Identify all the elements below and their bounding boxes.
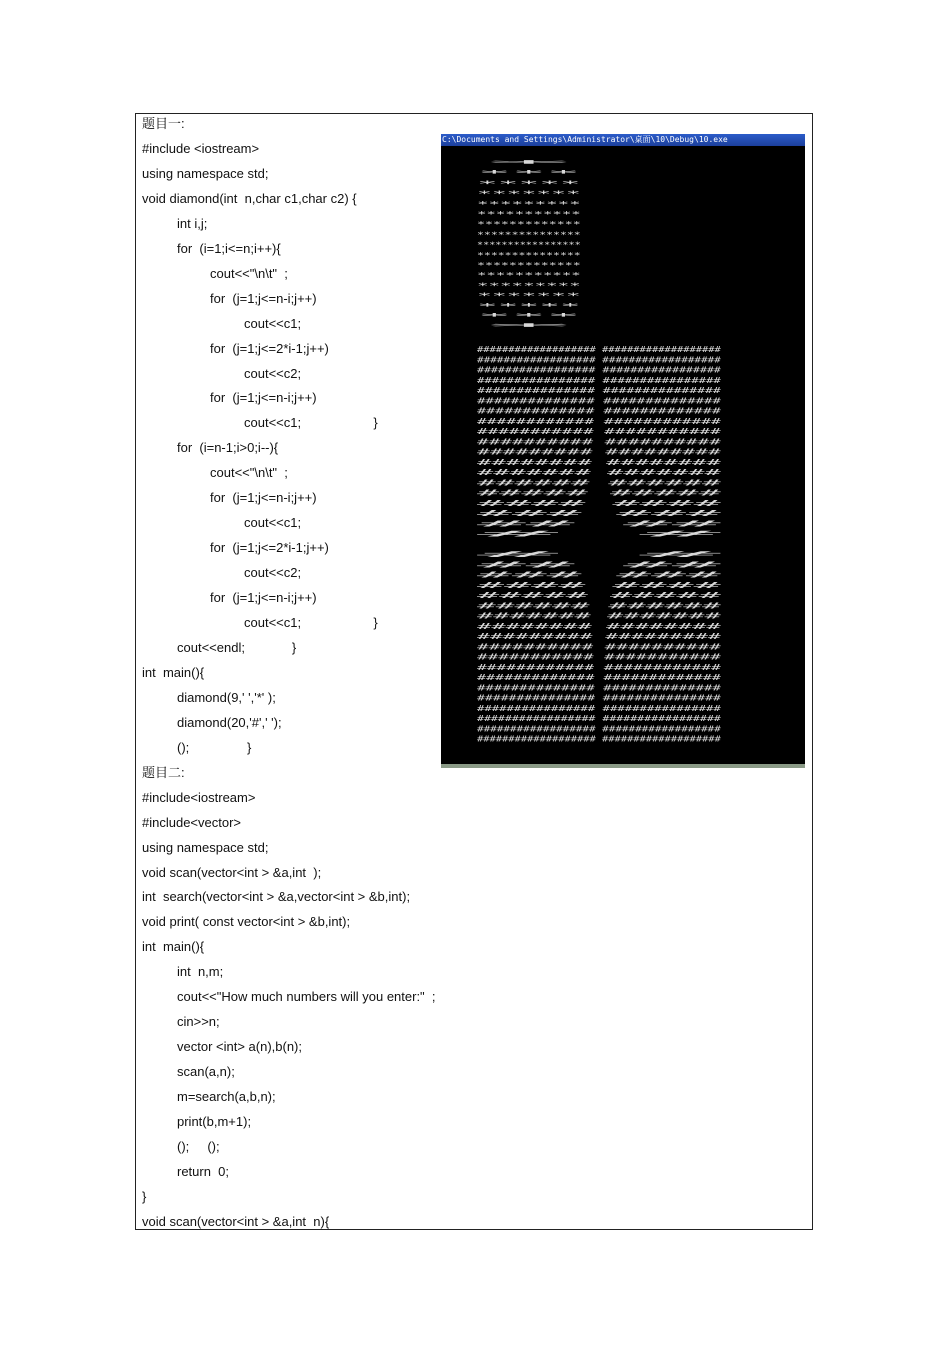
code-line: void diamond(int n,char c1,char c2) { [142, 190, 357, 206]
console-output-row: ************* [477, 261, 581, 270]
code-line: cout<<"How much numbers will you enter:" ; [177, 989, 436, 1005]
console-output-row: ### ### [477, 509, 723, 518]
code-line: diamond(20,'#',' '); [177, 714, 282, 730]
console-output-row: ####### ####### [477, 611, 722, 621]
console-output-row: ################# ################# [477, 365, 722, 375]
code-line: #include <iostream> [142, 140, 260, 156]
console-output-row: ############### ############### [477, 693, 722, 703]
console-output-row: *********** [477, 271, 582, 281]
console-output-row: ############# ############# [477, 406, 722, 416]
console-output-row: ############ ############ [477, 416, 722, 426]
code-line: int search(vector<int > &a,vector<int > &b,int); [142, 889, 411, 905]
code-line: vector <int> a(n),b(n); [177, 1039, 302, 1055]
code-line: print(b,m+1); [177, 1114, 252, 1129]
console-output-row: ########### ########### [477, 427, 722, 436]
code-line: for (j=1;j<=2*i-1;j++) [210, 540, 329, 556]
console-output-row: ############## ############## [477, 396, 722, 406]
code-line: for (j=1;j<=n-i;j++) [210, 490, 317, 506]
console-output-row: ##### ##### [477, 488, 722, 498]
code-line: #include<iostream> [142, 789, 256, 805]
code-line: int main(){ [142, 939, 205, 955]
console-output-row: ################## ################## [477, 355, 721, 365]
console-output-row: *** [477, 169, 582, 179]
code-line: cout<<c1; [244, 515, 302, 531]
console-output-row: ################ ################ [477, 703, 722, 713]
code-line: void print( const vector<int > &b,int); [142, 914, 351, 930]
console-output-row: *************** [477, 230, 581, 240]
code-line: cin>>n; [177, 1014, 220, 1030]
console-output-row: ************* [477, 220, 581, 230]
code-line: m=search(a,b,n); [177, 1089, 276, 1105]
console-output-row: *************** [477, 250, 581, 260]
console-output-row: ***** [477, 301, 582, 311]
code-line: return 0; [177, 1163, 230, 1179]
console-output-row: ################## ################## [477, 724, 721, 734]
console-output-row: * [477, 159, 585, 168]
code-line: for (j=1;j<=2*i-1;j++) [210, 340, 329, 356]
code-line: cout<<"\n\t" ; [210, 265, 288, 281]
code-line: cout<<c2; [244, 565, 302, 581]
code-line: } [142, 1188, 147, 1204]
code-line: using namespace std; [142, 165, 269, 181]
code-line: using namespace std; [142, 839, 269, 855]
console-output-row: ######## ######## [477, 621, 722, 631]
console-screenshot [441, 134, 805, 768]
code-line: int i,j; [177, 215, 208, 231]
console-output [441, 146, 805, 764]
console-output-row: ################# ################# [477, 714, 722, 723]
console-output-row: #### #### [477, 498, 722, 508]
console-output-row: # # [477, 529, 724, 539]
console-output-row: ######### ######### [477, 632, 722, 641]
code-line: #include<vector> [142, 814, 242, 830]
code-line: void scan(vector<int > &a,int ); [142, 864, 322, 880]
console-title-bar: C:\Documents and Settings\Administrator\桌面\10\Debug\10.exe [441, 134, 805, 146]
console-output-row: ###### ###### [477, 601, 722, 611]
console-output-row: ############### ############### [477, 386, 722, 395]
console-output-row: ######## ######## [477, 457, 722, 467]
console-output-row: ########## ########## [477, 642, 722, 652]
console-output-row: # # [477, 550, 724, 559]
console-output-row: ############## ############## [477, 683, 722, 693]
console-output-row: ######### ######### [477, 447, 722, 457]
code-line: for (i=n-1;i>0;i--){ [177, 440, 279, 456]
code-line: int n,m; [177, 964, 224, 980]
console-output-row: ******* [477, 291, 582, 301]
code-line: for (j=1;j<=n-i;j++) [210, 290, 317, 306]
console-output-row: ***** [477, 179, 582, 189]
console-output-row: ############# ############# [477, 673, 722, 682]
code-line: cout<<c1; } [244, 415, 378, 431]
console-output-row: ********* [477, 281, 582, 291]
code-line: for (j=1;j<=n-i;j++) [210, 590, 317, 606]
console-output-row: ###### ###### [477, 478, 722, 488]
code-line: void scan(vector<int > &a,int n){ [142, 1213, 330, 1229]
code-line: cout<<endl; } [177, 639, 297, 655]
console-output-row: ******* [477, 189, 582, 199]
console-output-row: ################### ################### [477, 734, 721, 744]
console-output-row: ########### ########### [477, 652, 722, 662]
console-output-row: * [477, 322, 585, 332]
code-line: scan(a,n); [177, 1064, 235, 1080]
console-output-row: #### #### [477, 580, 722, 590]
code-line: (); (); [177, 1138, 220, 1154]
console-output-row: ############ ############ [477, 662, 722, 672]
console-output-row: *********** [477, 210, 582, 219]
code-line: for (j=1;j<=n-i;j++) [210, 390, 317, 406]
console-output-row: ## ## [477, 519, 723, 529]
console-output-row: *** [477, 312, 582, 321]
console-output-row: ## ## [477, 560, 723, 570]
code-line: cout<<c1; [244, 315, 302, 331]
code-line: diamond(9,' ','*' ); [177, 689, 276, 705]
console-output-row: ***************** [477, 240, 581, 250]
console-output-row: ### ### [477, 570, 723, 580]
code-line: 题目一: [142, 116, 185, 131]
code-line: 题目二: [142, 764, 185, 780]
code-line: cout<<c1; } [244, 615, 378, 630]
code-line: cout<<c2; [244, 365, 302, 381]
console-output-row: ################### ################### [477, 345, 721, 354]
console-output-row: ################ ################ [477, 375, 722, 385]
code-line: for (i=1;i<=n;i++){ [177, 240, 281, 256]
console-output-row: ##### ##### [477, 591, 722, 600]
code-line: cout<<"\n\t" ; [210, 465, 288, 481]
code-line: int main(){ [142, 664, 205, 680]
code-line: (); } [177, 739, 252, 755]
console-output-row: ####### ####### [477, 468, 722, 477]
console-output-row: ########## ########## [477, 437, 722, 447]
console-output-row: ********* [477, 199, 582, 209]
